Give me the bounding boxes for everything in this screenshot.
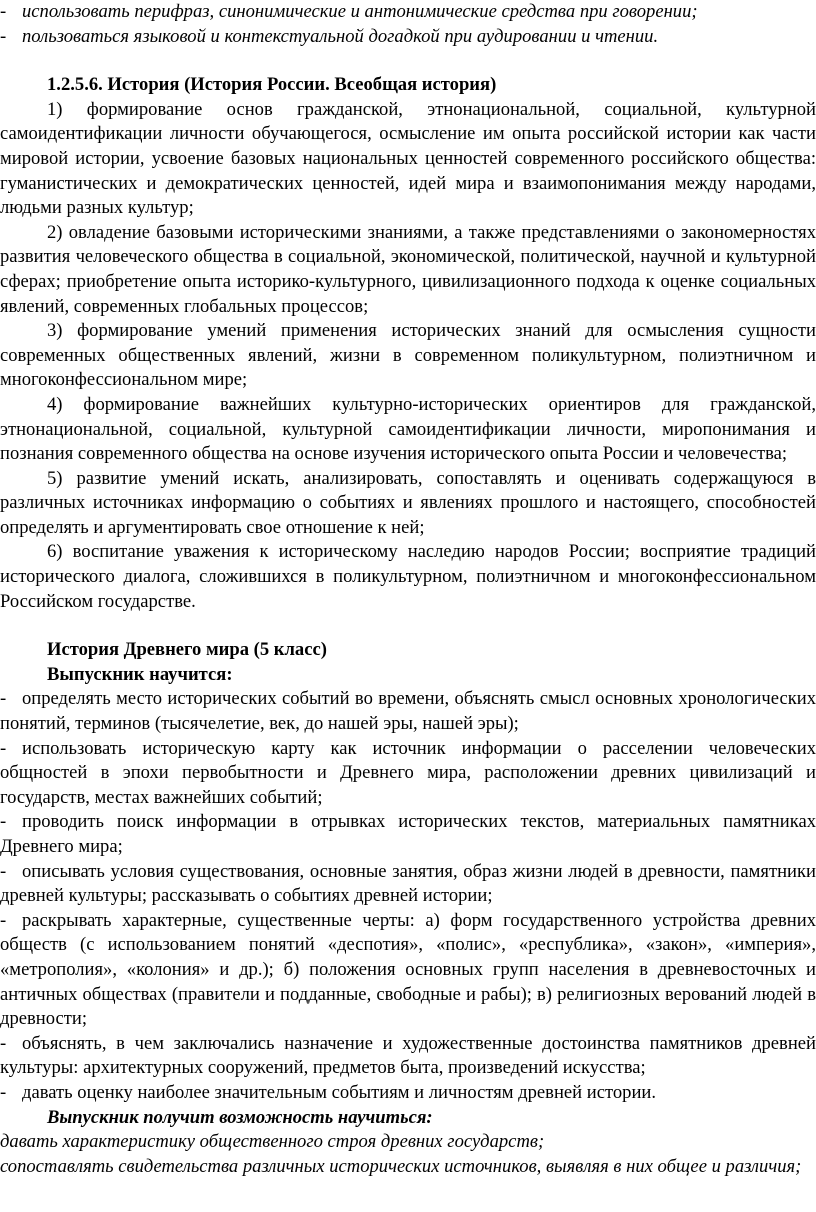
top-list-item (0, 0, 816, 25)
learns-list-item (0, 909, 816, 1032)
section-title: 1.2.5.6. История (История России. Всеобщая история) (47, 74, 497, 96)
graduate-learns-heading: Выпускник научится: (47, 663, 233, 685)
learns-list-item (0, 860, 816, 909)
section-item: 5) развитие умений искать, анализировать, сопоставлять и оценивать содержащуюся в различных источниках информацию о событиях и явлениях прошлого и настоящего, способностей определять и аргументировать свое отношение к ней; (0, 467, 816, 538)
graduate-may-learn-heading: Выпускник получит возможность научиться: (47, 1106, 433, 1128)
learns-item-text: описывать условия существования, основные занятия, образ жизни людей в древности, памятники древней культуры; рассказывать о событиях древней истории; (0, 860, 816, 907)
section-item: 3) формирование умений применения исторических знаний для осмысления сущности современных общественных явлений, жизни в современном поликультурном, полиэтничном и многоконфессиональном мире; (0, 320, 816, 391)
top-list-item-text: использовать перифраз, синонимические и антонимические средства при говорении; (22, 1, 698, 22)
learns-list-item (0, 1032, 816, 1081)
list-dash: - (0, 737, 7, 759)
ancient-history-title: История Древнего мира (5 класс) (47, 639, 327, 661)
list-dash: - (0, 688, 7, 710)
may-learn-item: сопоставлять свидетельства различных исторических источников, выявляя в них общее и различия; (0, 1155, 802, 1177)
list-dash: - (0, 1032, 7, 1054)
section-item: 4) формирование важнейших культурно-исторических ориентиров для гражданской, этнонациональной, социальной, культурной самоидентификации личности, миропонимания и познания современного общества на основе изучения исторического опыта России и человечества; (0, 393, 816, 465)
list-dash: - (0, 811, 7, 833)
spacer (0, 614, 816, 638)
top-list-item (0, 25, 816, 50)
learns-item-text: определять место исторических событий во времени, объяснять смысл основных хронологических понятий, терминов (тысячелетие, век, до нашей эры, нашей эры); (0, 688, 816, 735)
top-list-item-text: пользоваться языковой и контекстуальной догадкой при аудировании и чтении. (22, 25, 659, 47)
list-dash: - (0, 909, 7, 931)
list-dash: - (0, 1081, 7, 1103)
section-item: 2) овладение базовыми историческими знаниями, а также представлениями о закономерностях развития человеческого общества в социальной, экономической, политической, научной и культурной сферах; приобретение опыта историко-культурного, цивилизационного подхода к оценке социальных явлений, современных глобальных процессов; (0, 221, 816, 317)
learns-list-item (0, 687, 816, 736)
list-dash: - (0, 860, 7, 882)
spacer (0, 49, 816, 73)
learns-item-text: раскрывать характерные, существенные черты: а) форм государственного устройства древних обществ (с использованием понятий «деспотия», «полис», «республика», «закон», «империя», «метрополия», «колония» и др.); б) положения основных групп населения в древневосточных и античных обществах (правители и подданные, свободные и рабы); в) религиозных верований людей в древности; (0, 909, 816, 1030)
learns-list-item (0, 810, 816, 859)
learns-list-item (0, 1081, 816, 1106)
learns-item-text: использовать историческую карту как источник информации о расселении человеческих общностей в эпохи первобытности и Древнего мира, расположении древних цивилизаций и государств, местах важнейших событий; (0, 737, 816, 808)
list-dash: - (0, 25, 7, 47)
learns-item-text: давать оценку наиболее значительным событиям и личностям древней истории. (22, 1081, 656, 1103)
learns-list-item (0, 737, 816, 811)
learns-item-text: проводить поиск информации в отрывках исторических текстов, материальных памятниках Древнего мира; (0, 811, 816, 857)
learns-item-text: объяснять, в чем заключались назначение и художественные достоинства памятников древней культуры: архитектурных сооружений, предметов быта, произведений искусства; (0, 1032, 816, 1079)
may-learn-item: давать характеристику общественного строя древних государств; (0, 1131, 545, 1153)
list-dash: - (0, 1, 7, 22)
section-item: 6) воспитание уважения к историческому наследию народов России; восприятие традиций исторического диалога, сложившихся в поликультурном, полиэтничном и многоконфессиональном Российском государстве. (0, 541, 816, 612)
section-item: 1) формирование основ гражданской, этнонациональной, социальной, культурной самоидентификации личности обучающегося, осмысление им опыта российской истории как части мировой истории, усвоение базовых национальных ценностей современного российского общества: гуманистических и демократических ценностей, идей мира и взаимопонимания между народами, людьми разных культур; (0, 98, 816, 219)
